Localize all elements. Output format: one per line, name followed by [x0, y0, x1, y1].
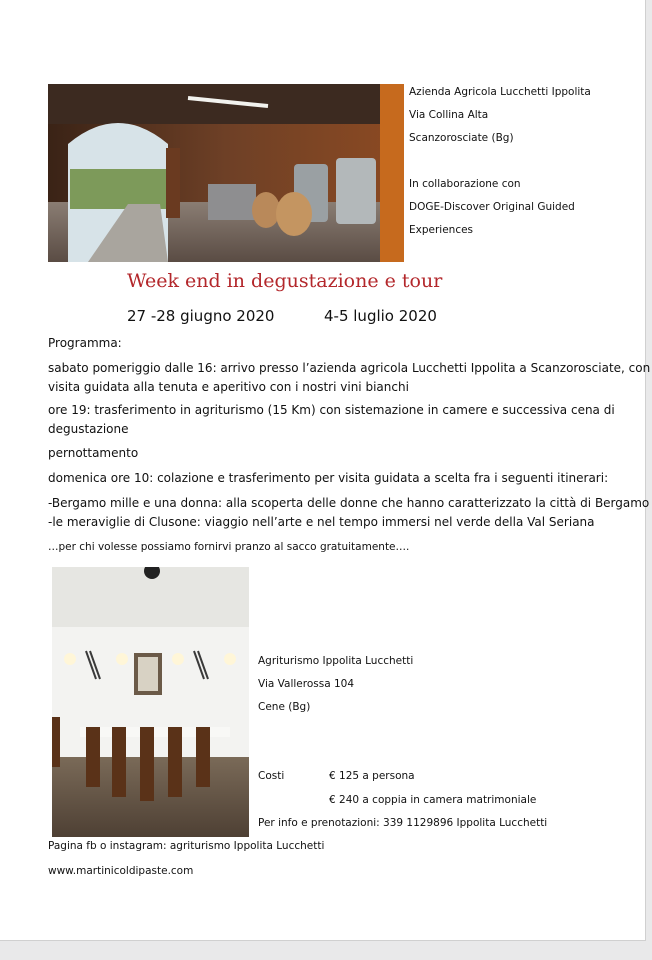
event-date-1: 27 -28 giugno 2020: [127, 307, 275, 325]
winery-town: Scanzorosciate (Bg): [409, 132, 514, 144]
price-per-couple: € 240 a coppia in camera matrimoniale: [329, 794, 537, 806]
itinerary-2: -le meraviglie di Clusone: viaggio nell’arte e nel tempo immersi nel verde della Val Seriana: [48, 515, 595, 529]
lunch-note: …per chi volesse possiamo fornirvi pranzo al sacco gratuitamente….: [48, 541, 410, 553]
programma-evening-line-1: ore 19: trasferimento in agriturismo (15 Km) con sistemazione in camere e successiva cena di: [48, 403, 615, 417]
event-title: Week end in degustazione e tour: [127, 270, 443, 292]
event-date-2: 4-5 luglio 2020: [324, 307, 437, 325]
winery-name: Azienda Agricola Lucchetti Ippolita: [409, 86, 591, 98]
collab-line-1: DOGE-Discover Original Guided: [409, 201, 575, 213]
costs-label: Costi: [258, 770, 285, 782]
dining-room-photo: [52, 567, 249, 837]
programma-evening-line-2: degustazione: [48, 422, 129, 436]
dining-room-illustration: [52, 567, 249, 837]
programma-saturday-line-1: sabato pomeriggio dalle 16: arrivo presso l’azienda agricola Lucchetti Ippolita a Scanzorosciate, con: [48, 361, 651, 375]
collab-intro: In collaborazione con: [409, 178, 521, 190]
agriturismo-town: Cene (Bg): [258, 701, 311, 713]
programma-overnight: pernottamento: [48, 446, 139, 460]
programma-saturday-line-2: visita guidata alla tenuta e aperitivo con i nostri vini bianchi: [48, 380, 409, 394]
itinerary-1: -Bergamo mille e una donna: alla scoperta delle donne che hanno caratterizzato la città di Bergamo: [48, 496, 650, 510]
programma-sunday: domenica ore 10: colazione e trasferimento per visita guidata a scelta fra i seguenti itinerari:: [48, 471, 609, 485]
social-pages: Pagina fb o instagram: agriturismo Ippolita Lucchetti: [48, 840, 325, 852]
programma-heading: Programma:: [48, 336, 122, 350]
price-per-person: € 125 a persona: [329, 770, 415, 782]
winery-street: Via Collina Alta: [409, 109, 489, 121]
booking-info: Per info e prenotazioni: 339 1129896 Ippolita Lucchetti: [258, 817, 548, 829]
collab-line-2: Experiences: [409, 224, 474, 236]
cellar-photo: [48, 84, 404, 262]
website-link[interactable]: www.martinicoldipaste.com: [48, 865, 194, 877]
agriturismo-name: Agriturismo Ippolita Lucchetti: [258, 655, 414, 667]
agriturismo-street: Via Vallerossa 104: [258, 678, 355, 690]
cellar-illustration: [48, 84, 404, 262]
